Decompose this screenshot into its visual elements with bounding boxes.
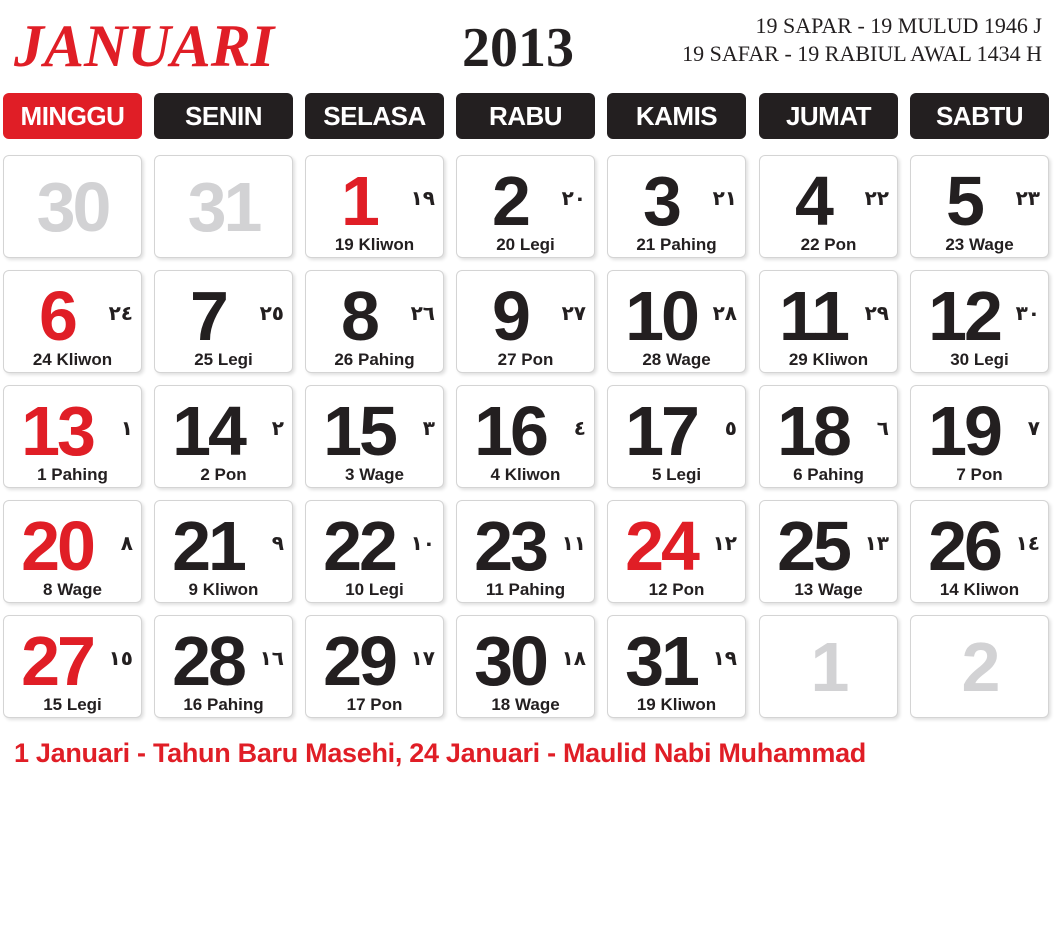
- hijri-day: ٢: [271, 416, 284, 440]
- day-cell: [305, 385, 444, 488]
- javanese-day: 18 Wage: [491, 695, 560, 714]
- day-cell: [607, 385, 746, 488]
- day-number: 10: [625, 277, 697, 355]
- day-cell: [154, 270, 293, 373]
- day-cell: [456, 615, 595, 718]
- javanese-day: 30 Legi: [950, 350, 1009, 369]
- hijri-day: ٢١: [712, 186, 737, 210]
- javanese-day: 9 Kliwon: [188, 580, 259, 599]
- hijri-day: ٢٦: [410, 301, 435, 325]
- day-number: 18: [777, 392, 849, 470]
- day-number: 12: [928, 277, 1000, 355]
- day-cell: [3, 615, 142, 718]
- hijri-day: ١٥: [108, 646, 133, 670]
- day-number: 5: [946, 162, 982, 240]
- day-number: 11: [779, 277, 847, 355]
- day-number: 7: [190, 277, 226, 355]
- javanese-day: 24 Kliwon: [32, 350, 113, 369]
- javanese-day: 28 Wage: [642, 350, 711, 369]
- day-number: 22: [323, 507, 395, 585]
- day-cell: [305, 615, 444, 718]
- hijri-day: ٢٤: [108, 301, 133, 325]
- lunar-dates: [682, 12, 1042, 68]
- hijri-day: ٩: [271, 531, 284, 555]
- hijri-day: ٣٠: [1015, 301, 1040, 325]
- hijri-month-range: 19 SAFAR - 19 RABIUL AWAL 1434 H: [682, 41, 1042, 66]
- hijri-day: ١٠: [410, 531, 435, 555]
- day-cell: [759, 270, 898, 373]
- day-number: 8: [341, 277, 377, 355]
- day-cell: [607, 155, 746, 258]
- day-number: 15: [323, 392, 395, 470]
- day-cell: [305, 270, 444, 373]
- day-number: 23: [474, 507, 546, 585]
- day-number: 14: [172, 392, 244, 470]
- month-title: JANUARI: [14, 13, 275, 79]
- year-title: 2013: [462, 17, 574, 79]
- javanese-day: 16 Pahing: [183, 695, 264, 714]
- javanese-day: 13 Wage: [794, 580, 863, 599]
- day-cell: [759, 385, 898, 488]
- day-number: 24: [625, 507, 697, 585]
- hijri-day: ١: [120, 416, 133, 440]
- hijri-day: ٢٠: [561, 186, 586, 210]
- day-number: 4: [795, 162, 831, 240]
- day-cell: [910, 270, 1049, 373]
- weekday-header-kamis: KAMIS: [607, 93, 746, 139]
- day-cell: [154, 385, 293, 488]
- hijri-day: ٣: [422, 416, 435, 440]
- day-number: 30: [474, 622, 546, 700]
- javanese-day: 5 Legi: [651, 465, 702, 484]
- day-number: 6: [39, 277, 75, 355]
- day-number: 16: [474, 392, 546, 470]
- hijri-day: ٢٥: [259, 301, 284, 325]
- day-cell: [3, 270, 142, 373]
- javanese-day: 21 Pahing: [636, 235, 717, 254]
- javanese-day: 7 Pon: [956, 465, 1003, 484]
- day-number: 30: [36, 168, 109, 246]
- day-cell: [154, 500, 293, 603]
- hijri-day: ٧: [1027, 416, 1040, 440]
- day-number: 3: [643, 162, 679, 240]
- hijri-day: ٢٧: [561, 301, 586, 325]
- day-cell: [305, 500, 444, 603]
- day-cell: [456, 270, 595, 373]
- javanese-day: 14 Kliwon: [939, 580, 1020, 599]
- day-number: 2: [492, 162, 528, 240]
- hijri-day: ١١: [561, 531, 586, 555]
- hijri-day: ١٦: [259, 646, 284, 670]
- day-number: 13: [21, 392, 93, 470]
- hijri-day: ١٨: [561, 646, 586, 670]
- day-cell: [154, 615, 293, 718]
- day-number: 17: [625, 392, 697, 470]
- day-number: 1: [341, 162, 377, 240]
- hijri-day: ٤: [573, 416, 586, 440]
- hijri-day: ١٢: [712, 531, 737, 555]
- javanese-day: 10 Legi: [345, 580, 404, 599]
- hijri-day: ٨: [120, 531, 133, 555]
- javanese-day: 12 Pon: [648, 580, 705, 599]
- javanese-month-range: 19 SAPAR - 19 MULUD 1946 J: [755, 13, 1042, 38]
- day-cell-adjacent-month: [3, 155, 142, 258]
- hijri-day: ٥: [724, 416, 737, 440]
- hijri-day: ٢٨: [712, 301, 737, 325]
- day-cell: [305, 155, 444, 258]
- day-cell: [607, 500, 746, 603]
- day-number: 27: [21, 622, 93, 700]
- day-cell: [910, 500, 1049, 603]
- day-cell: [910, 385, 1049, 488]
- javanese-day: 27 Pon: [497, 350, 554, 369]
- hijri-day: ١٩: [712, 646, 737, 670]
- day-cell: [759, 500, 898, 603]
- hijri-day: ٢٣: [1015, 186, 1040, 210]
- javanese-day: 4 Kliwon: [490, 465, 561, 484]
- javanese-day: 11 Pahing: [485, 580, 566, 599]
- day-cell-adjacent-month: [759, 615, 898, 718]
- hijri-day: ١٧: [410, 646, 435, 670]
- day-number: 1: [810, 628, 847, 706]
- day-number: 28: [172, 622, 244, 700]
- day-cell: [3, 500, 142, 603]
- hijri-day: ٢٩: [864, 301, 889, 325]
- javanese-day: 26 Pahing: [334, 350, 415, 369]
- weekday-header-senin: SENIN: [154, 93, 293, 139]
- day-number: 9: [492, 277, 528, 355]
- hijri-day: ٢٢: [864, 186, 889, 210]
- day-number: 2: [961, 628, 998, 706]
- weekday-header-jumat: JUMAT: [759, 93, 898, 139]
- javanese-day: 22 Pon: [800, 235, 857, 254]
- hijri-day: ٦: [876, 416, 889, 440]
- day-cell: [759, 155, 898, 258]
- hijri-day: ١٣: [864, 531, 889, 555]
- day-cell: [456, 385, 595, 488]
- day-number: 20: [21, 507, 93, 585]
- hijri-day: ١٩: [410, 186, 435, 210]
- day-number: 19: [928, 392, 1000, 470]
- day-cell: [456, 155, 595, 258]
- day-number: 21: [172, 507, 244, 585]
- javanese-day: 3 Wage: [345, 465, 404, 484]
- javanese-day: 8 Wage: [43, 580, 102, 599]
- day-number: 31: [187, 168, 260, 246]
- javanese-day: 23 Wage: [945, 235, 1014, 254]
- javanese-day: 19 Kliwon: [334, 235, 415, 254]
- weekday-header-sabtu: SABTU: [910, 93, 1049, 139]
- holiday-list: 1 Januari - Tahun Baru Masehi, 24 Januari - Maulid Nabi Muhammad: [14, 738, 866, 768]
- day-number: 31: [625, 622, 697, 700]
- javanese-day: 1 Pahing: [37, 465, 108, 484]
- day-cell: [3, 385, 142, 488]
- hijri-day: ١٤: [1015, 531, 1040, 555]
- day-number: 29: [323, 622, 395, 700]
- javanese-day: 29 Kliwon: [788, 350, 869, 369]
- day-cell: [607, 270, 746, 373]
- javanese-day: 20 Legi: [496, 235, 555, 254]
- day-cell-adjacent-month: [154, 155, 293, 258]
- weekday-header-selasa: SELASA: [305, 93, 444, 139]
- day-cell-adjacent-month: [910, 615, 1049, 718]
- weekday-header-minggu: MINGGU: [3, 93, 142, 139]
- day-number: 25: [777, 507, 849, 585]
- weekday-header-rabu: RABU: [456, 93, 595, 139]
- day-cell: [456, 500, 595, 603]
- javanese-day: 15 Legi: [43, 695, 102, 714]
- javanese-day: 17 Pon: [346, 695, 403, 714]
- day-number: 26: [928, 507, 1000, 585]
- javanese-day: 19 Kliwon: [636, 695, 717, 714]
- javanese-day: 25 Legi: [194, 350, 253, 369]
- javanese-day: 2 Pon: [200, 465, 247, 484]
- day-cell: [607, 615, 746, 718]
- day-cell: [910, 155, 1049, 258]
- javanese-day: 6 Pahing: [793, 465, 864, 484]
